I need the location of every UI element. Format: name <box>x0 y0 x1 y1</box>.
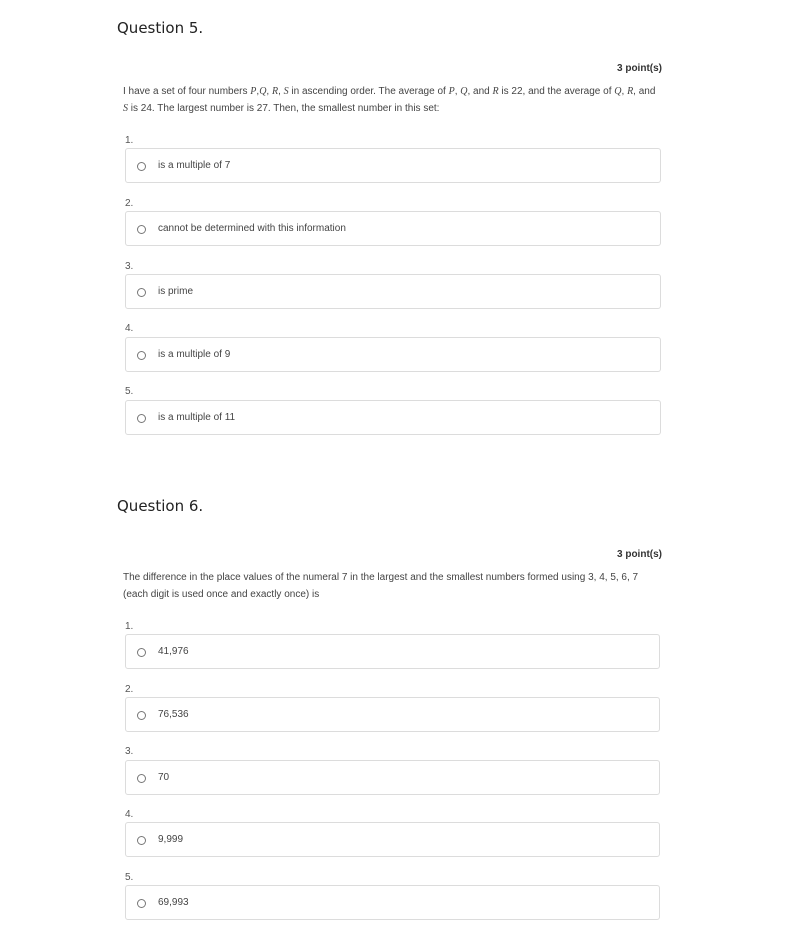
option-label: is prime <box>158 286 194 297</box>
question-text: I have a set of four numbers P,Q, R, S in ascending order. The average of P, Q, and R is 22, and the average of Q, R, and S is 24. The largest number is 27. Then, the smallest number in this set: <box>123 86 656 114</box>
answer-option-1[interactable] <box>125 634 660 669</box>
question-points: 3 point(s) <box>617 63 662 74</box>
option-number: 2. <box>125 198 134 209</box>
option-label: is a multiple of 9 <box>158 349 231 360</box>
option-number: 2. <box>125 684 134 695</box>
answer-option-2[interactable] <box>125 697 660 732</box>
radio-icon[interactable] <box>137 774 146 783</box>
option-label: 70 <box>158 772 170 783</box>
option-label: is a multiple of 7 <box>158 160 231 171</box>
option-label: is a multiple of 11 <box>158 412 236 423</box>
radio-icon[interactable] <box>137 711 146 720</box>
question-title: Question 6. <box>117 497 204 515</box>
option-number: 4. <box>125 323 134 334</box>
option-number: 1. <box>125 621 134 632</box>
question-title: Question 5. <box>117 19 204 37</box>
option-number: 3. <box>125 261 134 272</box>
answer-option-3[interactable] <box>125 760 660 795</box>
option-label: 76,536 <box>158 709 189 720</box>
option-number: 3. <box>125 746 134 757</box>
radio-icon[interactable] <box>137 836 146 845</box>
option-label: 41,976 <box>158 646 189 657</box>
option-label: 9,999 <box>158 834 184 845</box>
question-points: 3 point(s) <box>617 549 662 560</box>
option-number: 5. <box>125 386 134 397</box>
option-label: cannot be determined with this information <box>158 223 346 234</box>
option-number: 1. <box>125 135 134 146</box>
option-label: 69,993 <box>158 897 189 908</box>
option-number: 4. <box>125 809 134 820</box>
option-number: 5. <box>125 872 134 883</box>
answer-option-5[interactable] <box>125 885 660 920</box>
question-text: The difference in the place values of the numeral 7 in the largest and the smallest numbers formed using 3, 4, 5, 6, 7 (each digit is used once and exactly once) is <box>123 572 639 600</box>
radio-icon[interactable] <box>137 899 146 908</box>
answer-option-4[interactable] <box>125 822 660 857</box>
radio-icon[interactable] <box>137 648 146 657</box>
